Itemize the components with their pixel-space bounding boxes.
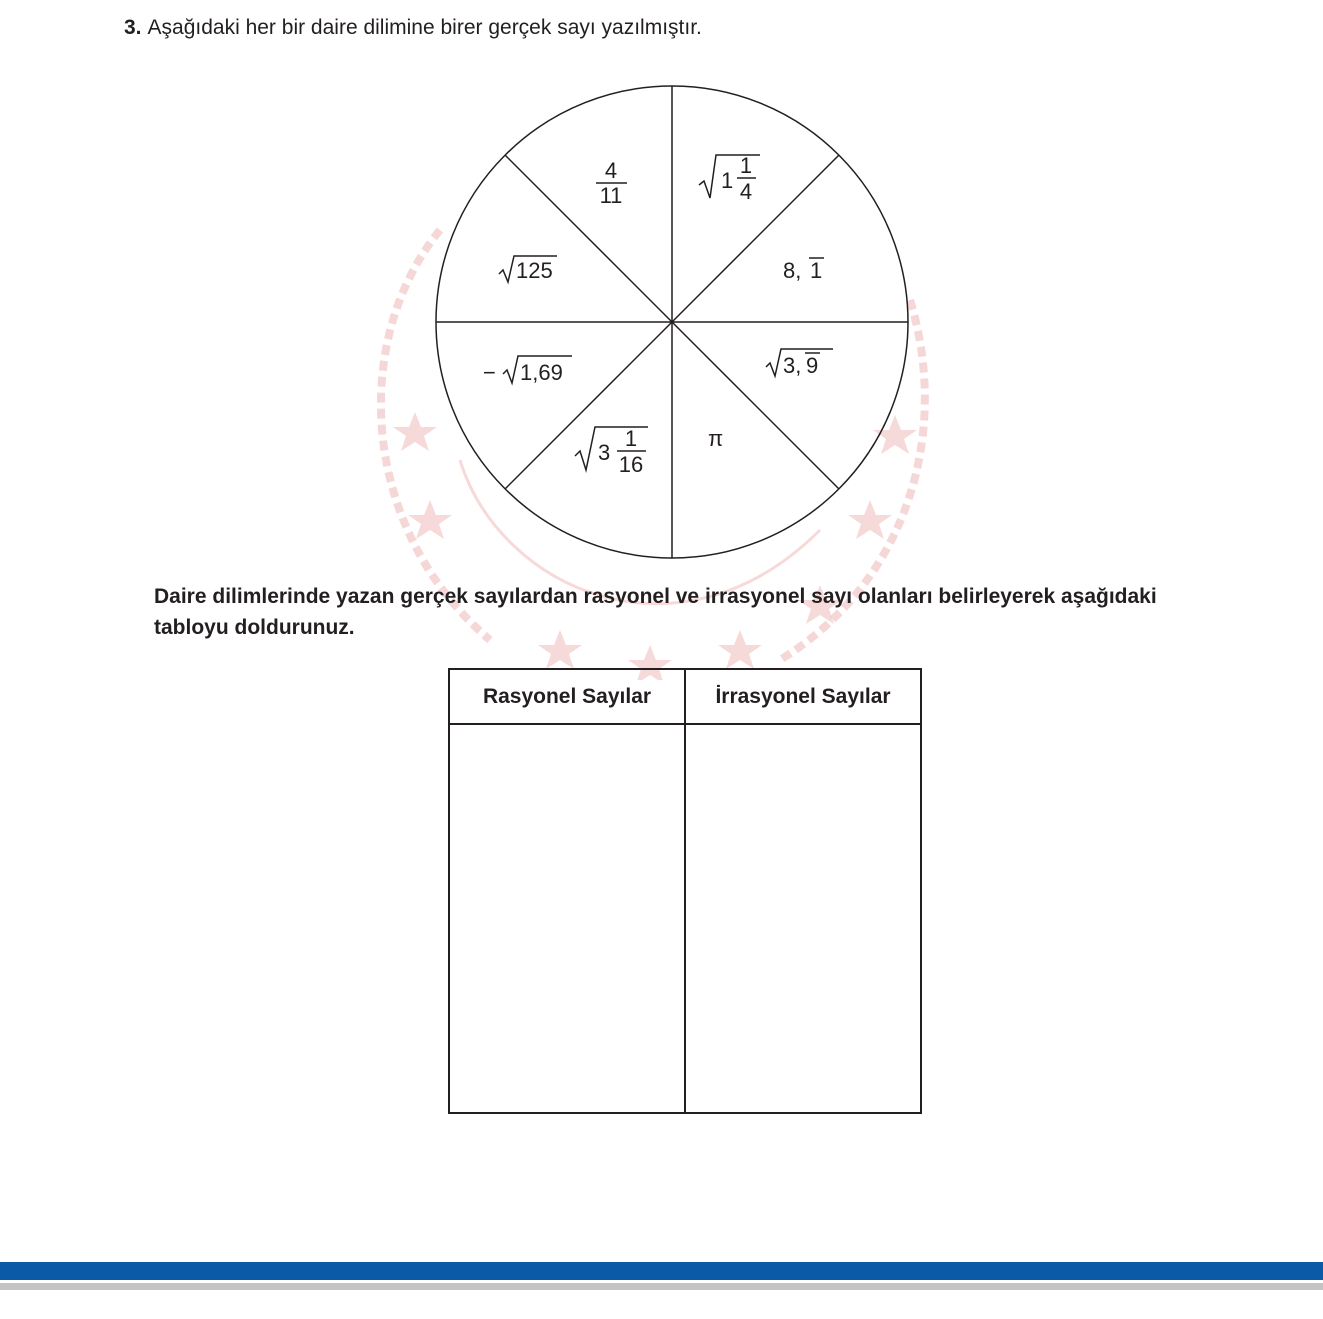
slice-sqrt-3-1-16-numerator: 1 (624, 426, 638, 451)
slice-sqrt-3-1-16-whole: 3 (598, 440, 611, 465)
slice-4-11-numerator: 4 (604, 158, 618, 183)
slice-neg-sqrt-1-69 (483, 356, 572, 385)
slice-neg-sqrt-1-69-sign: − (483, 360, 496, 385)
header-irrational: İrrasyonel Sayılar (685, 669, 921, 724)
slice-sqrt-125 (499, 256, 557, 283)
footer-blue-bar (0, 1262, 1323, 1280)
slice-4-11-denominator: 11 (599, 183, 623, 208)
slice-neg-sqrt-1-69-radicand: 1,69 (520, 360, 563, 385)
slice-sqrt-3-9-base: 3, (783, 353, 802, 378)
slice-sqrt-3-1-16 (575, 426, 648, 477)
slice-sqrt-3-9 (766, 349, 833, 378)
slice-8-1-repeat: 1 (810, 258, 823, 283)
slice-sqrt-1-1-4 (699, 153, 760, 204)
number-wheel (0, 0, 1323, 600)
slice-sqrt-125-radicand: 125 (516, 258, 553, 283)
question-number: 3. (124, 16, 142, 39)
irrational-answer-cell[interactable] (685, 724, 921, 1113)
slice-sqrt-1-1-4-numerator: 1 (739, 153, 753, 178)
footer-gray-bar (0, 1283, 1323, 1290)
slice-8-1-base: 8, (783, 258, 808, 283)
slice-repeating-8-1 (783, 258, 824, 283)
header-rational: Rasyonel Sayılar (449, 669, 685, 724)
rational-answer-cell[interactable] (449, 724, 685, 1113)
slice-fraction-4-11 (596, 158, 627, 208)
slice-sqrt-3-9-repeat: 9 (806, 353, 819, 378)
instruction-text: Daire dilimlerinde yazan gerçek sayılardan rasyonel ve irrasyonel sayı olanları belirleyerek aşağıdaki tabloyu doldurunuz. (154, 585, 1157, 639)
slice-sqrt-1-1-4-whole: 1 (721, 168, 734, 193)
slice-pi: π (708, 426, 724, 451)
slice-sqrt-1-1-4-denominator: 4 (739, 179, 753, 204)
question-text: Aşağıdaki her bir daire dilimine birer gerçek sayı yazılmıştır. (147, 16, 702, 39)
slice-sqrt-3-1-16-denominator: 16 (618, 452, 644, 477)
answer-table (448, 668, 922, 1114)
